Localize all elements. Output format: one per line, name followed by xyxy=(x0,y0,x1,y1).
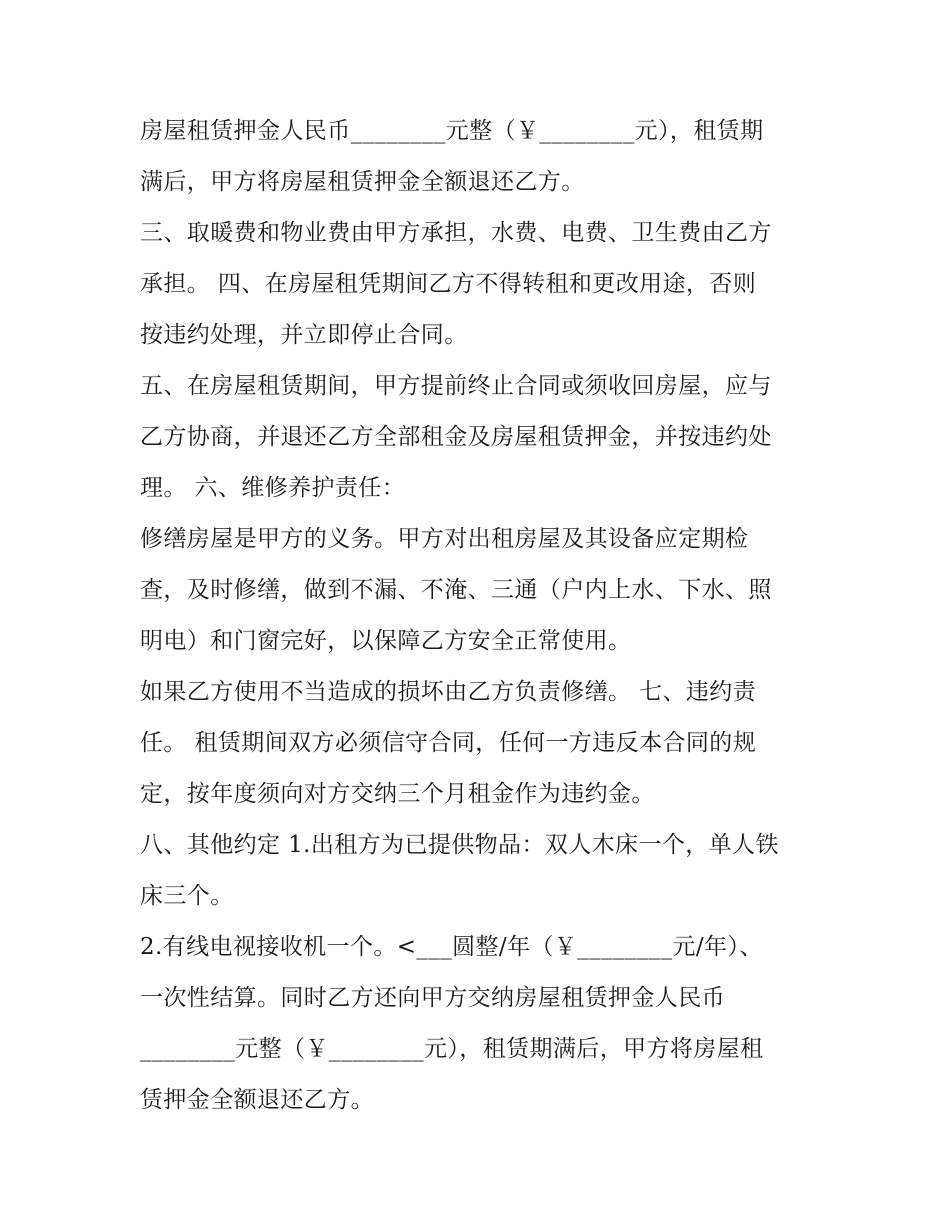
text-line: 如果乙方使用不当造成的损坏由乙方负责修缮。 七、违约责 xyxy=(140,679,757,705)
text-line: 承担。 四、在房屋租凭期间乙方不得转租和更改用途，否则 xyxy=(140,271,757,297)
text-line: 房屋租赁押金人民币________元整（￥________元），租赁期 xyxy=(140,118,764,144)
text-line: 查，及时修缮，做到不漏、不淹、三通（户内上水、下水、照 xyxy=(140,577,772,603)
text-line: 理。 六、维修养护责任： xyxy=(140,475,406,501)
text-line: 五、在房屋租赁期间，甲方提前终止合同或须收回房屋，应与 xyxy=(140,373,772,399)
text-line: 明电）和门窗完好，以保障乙方安全正常使用。 xyxy=(140,628,632,654)
text-line: 任。 租赁期间双方必须信守合同，任何一方违反本合同的规 xyxy=(140,730,757,756)
text-line: 三、取暖费和物业费由甲方承担，水费、电费、卫生费由乙方 xyxy=(140,220,772,246)
text-line: 赁押金全额退还乙方。 xyxy=(140,1087,374,1113)
text-line: 定，按年度须向对方交纳三个月租金作为违约金。 xyxy=(140,781,655,807)
text-line: 2.有线电视接收机一个。<___圆整/年（￥________元/年）、 xyxy=(140,934,763,960)
text-line: 满后，甲方将房屋租赁押金全额退还乙方。 xyxy=(140,169,585,195)
text-line: 乙方协商，并退还乙方全部租金及房屋租赁押金，并按违约处 xyxy=(140,424,772,450)
document-body xyxy=(140,106,820,1126)
text-line: 一次性结算。同时乙方还向甲方交纳房屋租赁押金人民币 xyxy=(140,985,725,1011)
text-line: 按违约处理，并立即停止合同。 xyxy=(140,322,468,348)
text-line: 修缮房屋是甲方的义务。甲方对出租房屋及其设备应定期检 xyxy=(140,526,749,552)
text-line: 八、其他约定 1.出租方为已提供物品：双人木床一个，单人铁 xyxy=(140,832,779,858)
text-line: ________元整（￥________元），租赁期满后，甲方将房屋租 xyxy=(140,1036,764,1062)
text-line: 床三个。 xyxy=(140,883,234,909)
